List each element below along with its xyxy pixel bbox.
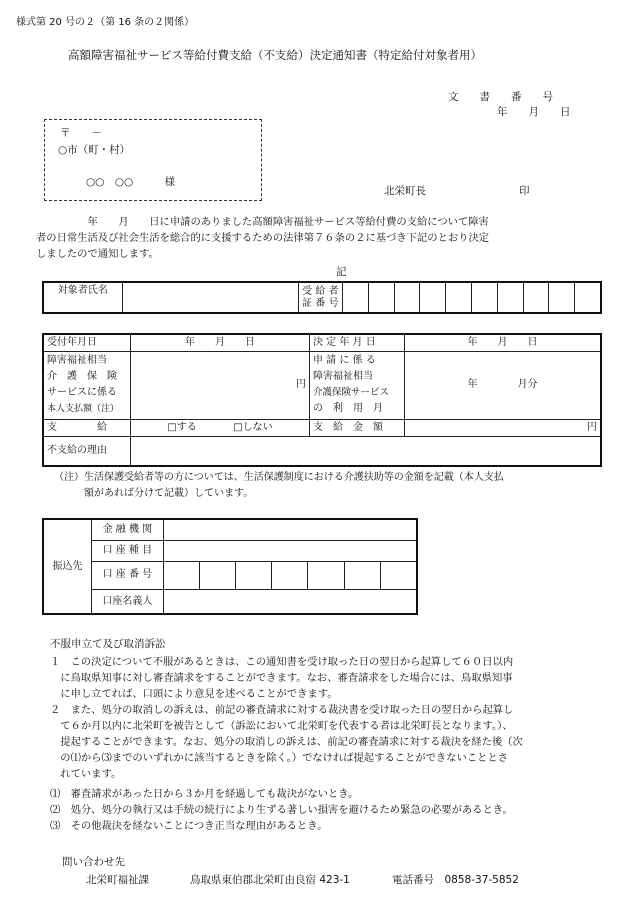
address-city: ○市（町・村） (58, 144, 131, 156)
subject-name-label: 対象者氏名 (43, 282, 122, 313)
recipient-digit-cell[interactable] (368, 282, 394, 313)
recipient-number-label: 受 給 者 証 番 号 (298, 282, 342, 313)
account-digit-cell[interactable] (199, 561, 235, 589)
account-holder-value[interactable] (163, 589, 417, 614)
usage-month-label: 申 請 に 係 る 障害福祉相当 介護保険サービス の 利 用 月 (310, 351, 405, 419)
recipient-digit-cell[interactable] (343, 282, 369, 313)
recipient-digit-cell[interactable] (446, 282, 472, 313)
contact-address: 鳥取県東伯郡北栄町由良宿 423-1 (190, 874, 350, 886)
payment-options (131, 419, 310, 436)
issuer-name: 北栄町長 (384, 185, 426, 197)
recipient-digit-cell[interactable] (472, 282, 498, 313)
appeal-heading: 不服申立て及び取消訴訟 (50, 638, 166, 650)
form-number: 様式第 20 号の２（第 16 条の２関係） (16, 17, 195, 28)
intro-line-2: 者の日常生活及び社会生活を総合的に支援するための法律第７６条の２に基づき下記のとおり決定 (36, 232, 490, 244)
recipient-digit-cell[interactable] (420, 282, 446, 313)
account-type-label: 口 座 種 目 (92, 540, 163, 561)
account-digit-cell[interactable] (163, 561, 199, 589)
appeal-line: の⑴から⑶までのいずれかに該当するときを除く。）でなければ提起することができないこととさ (50, 752, 509, 764)
account-digit-cell[interactable] (236, 561, 272, 589)
account-digit-cell[interactable] (272, 561, 308, 589)
contact-phone: 電話番号 0858-37-5852 (392, 874, 519, 886)
seal-mark: 印 (519, 185, 530, 197)
document-title: 高額障害福祉サービス等給付費支給（不支給）決定通知書（特定給付対象者用） (68, 48, 482, 62)
contact-office: 北栄町福祉課 (86, 874, 149, 886)
yen-unit: 円 (587, 421, 597, 433)
care-payment-amount[interactable] (131, 351, 310, 419)
account-digit-cell[interactable] (380, 561, 417, 589)
bank-name-value[interactable] (163, 519, 417, 540)
appeal-line: に鳥取県知事に対し審査請求をすることができます。なお、審査請求をした場合には、鳥取県知事 (50, 672, 513, 684)
no-pay-checkbox[interactable]: □しない (233, 421, 273, 433)
contact-heading: 問い合わせ先 (62, 856, 125, 868)
appeal-line: １ この決定について不服があるときは、この通知書を受け取った日の翌日から起算して６０日以内 (50, 656, 514, 668)
reason-value[interactable] (131, 436, 602, 466)
payment-label: 支 給 (43, 419, 131, 436)
appeal-line: に申し立てれば、口頭により意見を述べることができます。 (50, 688, 338, 700)
account-digit-cell[interactable] (308, 561, 344, 589)
document-number-label: 文 書 番 号 (448, 91, 553, 103)
yen-unit: 円 (296, 379, 306, 391)
appeal-line: ２ また、処分の取消しの訴えは、前記の審査請求に対する裁決書を受け取った日の翌日から起算し (50, 704, 514, 716)
bank-name-label: 金 融 機 関 (92, 519, 163, 540)
document-date: 年 月 日 (497, 106, 571, 118)
account-digit-cell[interactable] (344, 561, 380, 589)
addressee-name: ○○ ○○ 様 (86, 176, 176, 188)
appeal-condition: ⑵ 処分、処分の執行又は手続の続行により生ずる著しい損害を避けるため緊急の必要があるとき。 (50, 804, 513, 816)
appeal-condition: ⑴ 審査請求があった日から３か月を経過しても裁決がないとき。 (50, 788, 359, 800)
intro-line-3: しましたので通知します。 (36, 248, 159, 260)
reason-label: 不支給の理由 (43, 436, 131, 466)
recipient-digit-cell[interactable] (523, 282, 549, 313)
decision-date-value[interactable]: 年 月 日 (405, 334, 602, 351)
transfer-label: 振込先 (43, 519, 92, 614)
appeal-line: て６か月以内に北栄町を被告として（訴訟において北栄町を代表する者は北栄町長となります。）、 (50, 720, 513, 732)
intro-line-1: 年 月 日に申請のありました高額障害福祉サービス等給付費の支給について障害 (36, 216, 489, 228)
note-line-1: （注）生活保護受給者等の方については、生活保護制度における介護扶助等の金額を記載（本人支払 (54, 472, 504, 483)
usage-month-value[interactable]: 年 月分 (405, 351, 602, 419)
amount-value[interactable] (405, 419, 602, 436)
subject-name-cell[interactable] (122, 282, 298, 313)
recipient-digit-cell[interactable] (549, 282, 575, 313)
recipient-digit-cell[interactable] (497, 282, 523, 313)
bank-transfer-table (42, 518, 418, 615)
recipient-digit-cell[interactable] (394, 282, 420, 313)
account-number-label: 口 座 番 号 (92, 561, 163, 589)
appeal-condition: ⑶ その他裁決を経ないことにつき正当な理由があるとき。 (50, 820, 328, 832)
note-line-2: 額があれば分けて記載）しています。 (54, 488, 254, 499)
appeal-line: 提起することができます。なお、処分の取消しの訴えは、前記の審査請求に対する裁決を経た後（次 (50, 736, 523, 748)
amount-label: 支 給 金 額 (310, 419, 405, 436)
account-type-value[interactable] (163, 540, 417, 561)
subject-table (42, 281, 602, 314)
account-holder-label: 口座名義人 (92, 589, 163, 614)
recipient-digit-cell[interactable] (575, 282, 601, 313)
care-payment-label: 障害福祉相当 介 護 保 険 サービスに係る 本人支払額（注） (43, 351, 131, 419)
decision-table (42, 333, 602, 467)
ki-marker: 記 (336, 266, 347, 278)
appeal-line: れています。 (50, 768, 122, 780)
received-date-value[interactable]: 年 月 日 (131, 334, 310, 351)
received-date-label: 受付年月日 (43, 334, 131, 351)
postal-code: 〒 － (60, 127, 102, 139)
pay-checkbox[interactable]: □する (167, 421, 197, 433)
decision-date-label: 決 定 年 月 日 (310, 334, 405, 351)
